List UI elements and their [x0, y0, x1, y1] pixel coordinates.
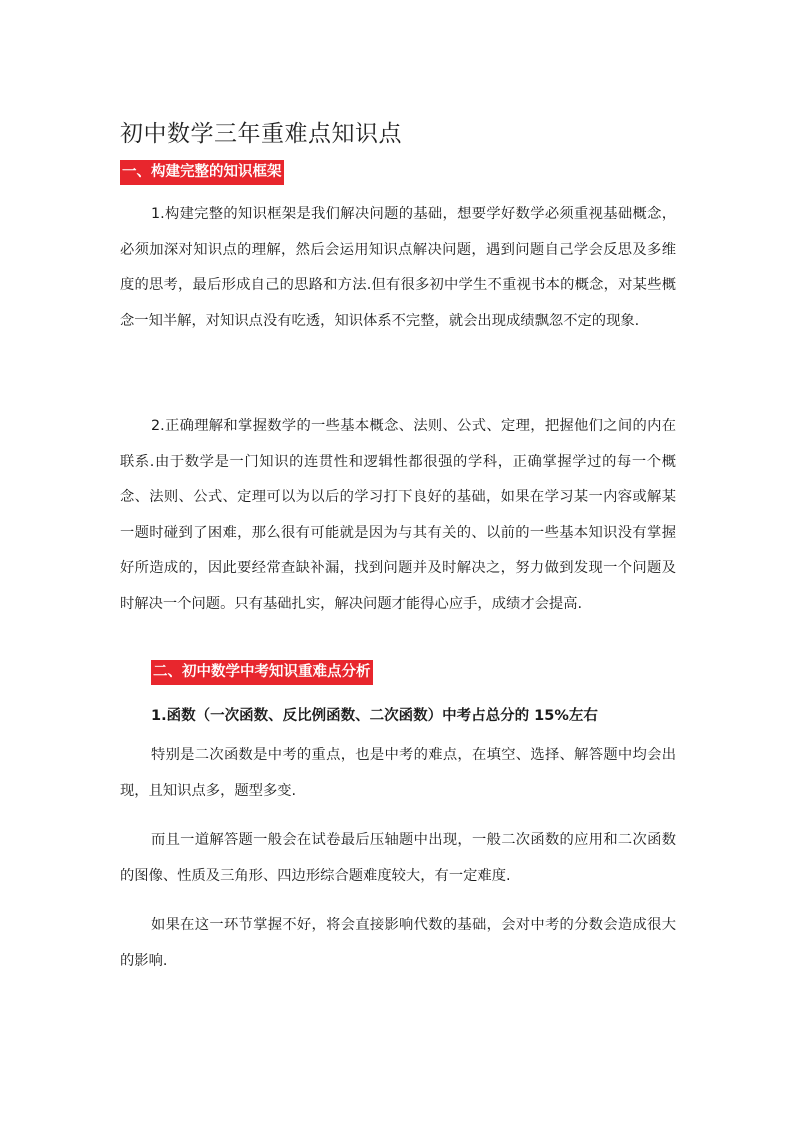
subheading-functions: 1.函数（一次函数、反比例函数、二次函数）中考占总分的 15%左右	[151, 708, 598, 724]
section-heading-exam-analysis: 二、初中数学中考知识重难点分析	[151, 660, 373, 685]
paragraph-functions-2: 而且一道解答题一般会在试卷最后压轴题中出现，一般二次函数的应用和二次函数的图像、性质及三角形、四边形综合题难度较大，有一定难度.	[120, 832, 676, 884]
paragraph-functions-3: 如果在这一环节掌握不好，将会直接影响代数的基础，会对中考的分数会造成很大的影响.	[120, 917, 676, 969]
section-heading-framework: 一、构建完整的知识框架	[120, 160, 284, 185]
paragraph-framework-2: 2.正确理解和掌握数学的一些基本概念、法则、公式、定理，把握他们之间的内在联系.由于数学是一门知识的连贯性和逻辑性都很强的学科，正确掌握学过的每一个概念、法则、公式、定理可以为以后的学习打下良好的基础，如果在学习某一内容或解某一题时碰到了困难，那么很有可能就是因为与其有关的、以前的一些基本知识没有掌握好所造成的，因此要经常查缺补漏，找到问题并及时解决之，努力做到发现一个问题及时解决一个问题。只有基础扎实，解决问题才能得心应手，成绩才会提高.	[120, 418, 676, 612]
paragraph-functions-1: 特别是二次函数是中考的重点，也是中考的难点，在填空、选择、解答题中均会出现，且知识点多，题型多变.	[120, 747, 676, 799]
page-title: 初中数学三年重难点知识点	[120, 121, 402, 148]
paragraph-framework-1: 1.构建完整的知识框架是我们解决问题的基础，想要学好数学必须重视基础概念，必须加深对知识点的理解，然后会运用知识点解决问题，遇到问题自己学会反思及多维度的思考，最后形成自己的思路和方法.但有很多初中学生不重视书本的概念，对某些概念一知半解，对知识点没有吃透，知识体系不完整，就会出现成绩飘忽不定的现象.	[120, 206, 676, 329]
